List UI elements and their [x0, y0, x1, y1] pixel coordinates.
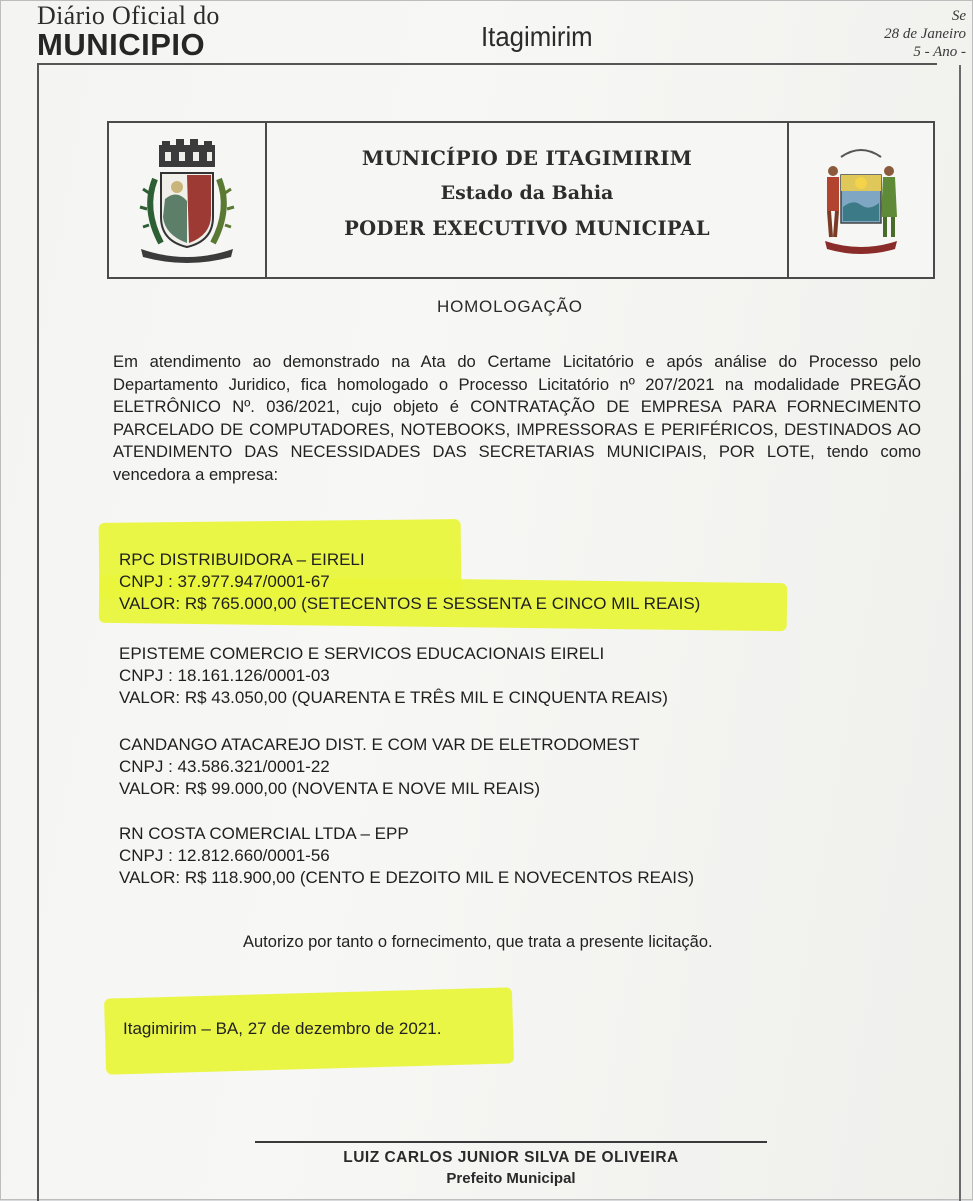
municipal-seal-icon [811, 141, 911, 257]
edition-year: 5 - Ano - [913, 44, 966, 60]
letterhead-state: Estado da Bahia [440, 182, 614, 204]
vendor-value: VALOR: R$ 118.900,00 (CENTO E DEZOITO MIL E NOVECENTOS REAIS) [119, 868, 695, 887]
vendor-name: EPISTEME COMERCIO E SERVICOS EDUCACIONAIS EIRELI [119, 644, 605, 663]
vendor-block [119, 734, 639, 800]
vendor-value: VALOR: R$ 99.000,00 (NOVENTA E NOVE MIL REAIS) [119, 779, 541, 798]
vendor-cnpj: CNPJ : 18.161.126/0001-03 [119, 666, 330, 685]
masthead-line1: Diário Oficial do [37, 1, 220, 30]
signature-line [255, 1141, 767, 1143]
letterhead-crest-cell [109, 123, 267, 277]
signatory-role: Prefeito Municipal [446, 1170, 576, 1187]
vendor-name: RN COSTA COMERCIAL LTDA – EPP [119, 824, 409, 843]
vendor-cnpj: CNPJ : 37.977.947/0001-67 [119, 572, 330, 591]
vendor-cnpj: CNPJ : 43.586.321/0001-22 [119, 757, 330, 776]
vendor-name: CANDANGO ATACAREJO DIST. E COM VAR DE ELETRODOMEST [119, 735, 640, 754]
vendor-name: RPC DISTRIBUIDORA – EIRELI [119, 550, 365, 569]
header-city: Itagimirim [481, 21, 593, 52]
letterhead-municipality: MUNICÍPIO DE ITAGIMIRIM [361, 146, 693, 170]
vendor-cnpj: CNPJ : 12.812.660/0001-56 [119, 846, 330, 865]
authorization-text: Autorizo por tanto o fornecimento, que trata a presente licitação. [243, 933, 713, 951]
coat-of-arms-icon [131, 139, 243, 263]
edition-line: Se [951, 8, 966, 24]
letterhead-branch: PODER EXECUTIVO MUNICIPAL [344, 217, 710, 240]
masthead-logo [37, 3, 220, 60]
homologation-paragraph: Em atendimento ao demonstrado na Ata do Certame Licitatório e após análise do Processo pelo Departamento Juridico, fica homologado o Processo Licitatório nº 207/2021 na modalidade PREGÃO ELETRÔNICO Nº. 036/2021, cujo objeto é CONTRATAÇÃO DE EMPRESA PARA FORNECIMENTO PARCELADO DE COMPUTADORES, NOTEBOOKS, IMPRESSORAS E PERIFÉRICOS, DESTINADOS AO ATENDIMENTO DAS NECESSIDADES DAS SECRETARIAS MUNICIPAIS, POR LOTE, tendo como vencedora a empresa: [113, 352, 921, 484]
vendor-block [119, 549, 700, 615]
header-rule [37, 63, 937, 65]
signatory-name: LUIZ CARLOS JUNIOR SILVA DE OLIVEIRA [343, 1149, 679, 1166]
left-frame-line [37, 65, 39, 1201]
edition-date: 28 de Janeiro [884, 26, 966, 42]
masthead-line2: MUNICIPIO [37, 27, 206, 62]
vendor-block [119, 823, 694, 889]
letterhead [107, 121, 935, 279]
edition-info [884, 7, 966, 61]
letterhead-seal-cell [787, 123, 933, 277]
letterhead-text [267, 141, 787, 246]
place-date: Itagimirim – BA, 27 de dezembro de 2021. [123, 1019, 442, 1038]
right-frame-line [959, 65, 961, 1201]
vendor-value: VALOR: R$ 765.000,00 (SETECENTOS E SESSENTA E CINCO MIL REAIS) [119, 594, 701, 613]
document-title: HOMOLOGAÇÃO [437, 297, 583, 316]
vendor-block [119, 643, 668, 709]
vendor-value: VALOR: R$ 43.050,00 (QUARENTA E TRÊS MIL E CINQUENTA REAIS) [119, 688, 668, 707]
